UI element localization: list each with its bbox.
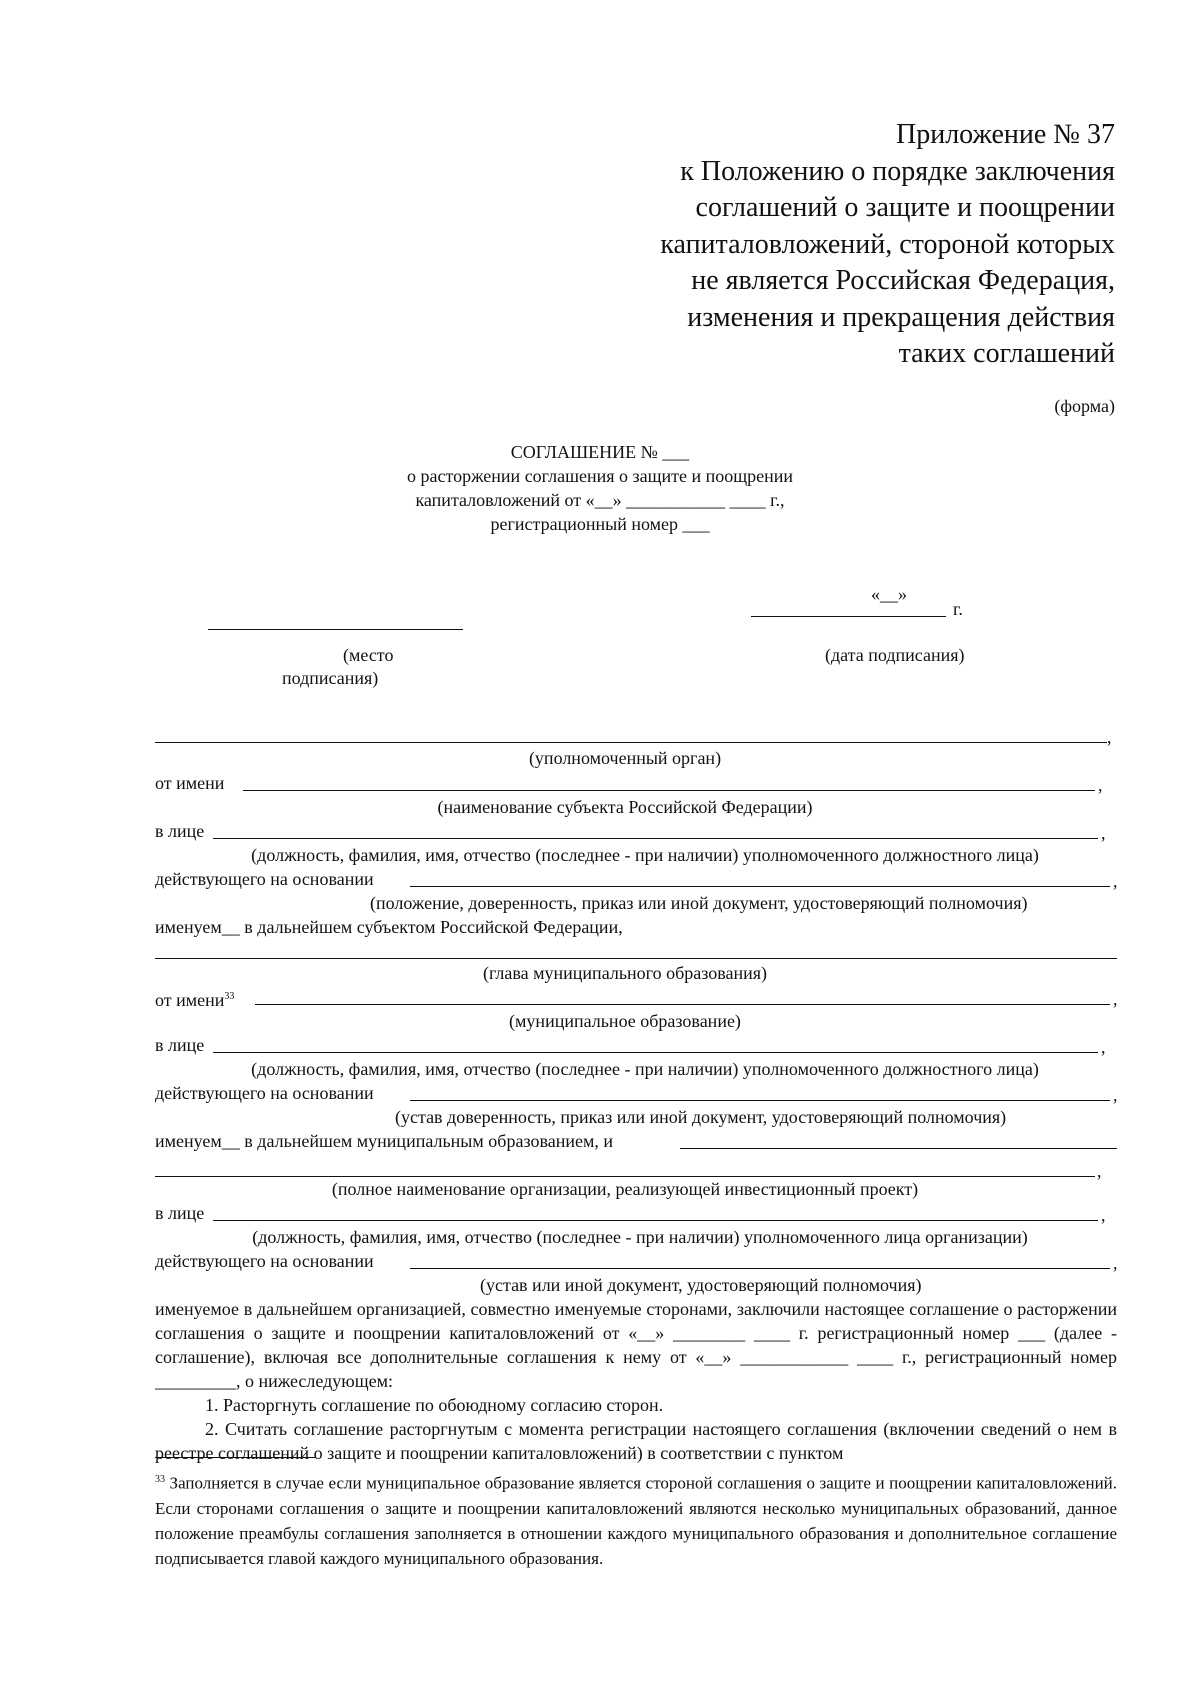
title-line: регистрационный номер ___ [490,514,710,534]
caption-person: (должность, фамилия, имя, отчество (последнее - при наличии) уполномоченного должностного лица) [251,845,1039,865]
subject-on-behalf-row: от имени , [155,773,1103,795]
person-label: в лице [155,1203,205,1223]
caption-basis: (положение, доверенность, приказ или иной документ, удостоверяющий полномочия) [370,893,1028,913]
caption-person: (должность, фамилия, имя, отчество (последнее - при наличии) уполномоченного лица организации) [252,1227,1028,1247]
basis-label: действующего на основании [155,1251,374,1271]
caption-authorized-body: (уполномоченный орган) [528,748,722,768]
basis-label: действующего на основании [155,869,374,889]
caption-organization-name: (полное наименование организации, реализующей инвестиционный проект) [331,1179,919,1199]
title-line: о расторжении соглашения о защите и поощрении [407,466,793,486]
caption-basis: (устав или иной документ, удостоверяющий полномочия) [480,1275,922,1295]
signing-date-year: г. [953,599,963,619]
organization-name-field[interactable] [680,1148,1117,1149]
date-caption: (дата подписания) [825,645,965,665]
organization-person-field[interactable] [213,1220,1098,1221]
annex-line: не является Российская Федерация, [691,265,1115,296]
person-label: в лице [155,821,205,841]
on-behalf-label: от имени [155,773,225,793]
subject-person-field[interactable] [213,838,1098,839]
municipal-name-field[interactable] [255,1004,1110,1005]
municipal-on-behalf-row: от имени$^{33}$ , [155,986,1117,1010]
organization-name-line[interactable] [155,1176,1095,1177]
caption-person: (должность, фамилия, имя, отчество (последнее - при наличии) уполномоченного должностного лица) [251,1059,1039,1079]
footnote-number: 33 [155,1474,165,1485]
annex-line: таких соглашений [898,338,1115,369]
annex-line: соглашений о защите и поощрении [695,192,1115,223]
person-label: в лице [155,1035,205,1055]
organization-basis-field[interactable] [410,1268,1110,1269]
body-item-2: 2. Считать соглашение расторгнутым с момента регистрации настоящего соглашения (включении сведений о нем в реестре соглашений о защите и поощрении капиталовложений) в соответствии с пунктом [155,1419,1117,1463]
annex-line: к Положению о порядке заключения [680,155,1115,187]
annex-header [495,117,1115,373]
caption-municipal-head: (глава муниципального образования) [482,963,768,983]
form-mark: (форма) [1054,396,1115,416]
body-intro: именуемое в дальнейшем организацией, совместно именуемые сторонами, заключили настоящее соглашение о расторжении соглашения о защите и поощрении капиталовложений от «__» ________ ____ г. регистрационный номер ___ (далее - соглашение), включая все дополнительные соглашения к нему от «__» ____________ ____ г., регистрационный номер _________, о нижеследующем: [155,1299,1117,1391]
agreement-body [155,1297,1117,1465]
subject-basis-row: действующего на основании , [155,869,1118,891]
place-caption: (место [343,645,394,665]
municipal-basis-row: действующего на основании , [155,1083,1118,1105]
footnote [155,1467,1117,1571]
footnote-text: Заполняется в случае если муниципальное образование является стороной соглашения о защите и поощрении капиталовложений. Если сторонами соглашения о защите и поощрении капиталовложений являются несколько муниципальных образований, данное положение преамбулы соглашения заполняется в отношении каждого муниципального образования и дополнительное соглашение подписывается главой каждого муниципального образования. [155,1473,1118,1568]
place-caption: подписания) [282,668,379,688]
subject-name-field[interactable] [243,790,1095,791]
municipal-person-field[interactable] [213,1052,1098,1053]
organization-person-row: в лице , [155,1203,1106,1225]
subject-basis-field[interactable] [410,886,1110,887]
signing-date-day: «__» [871,584,907,604]
annex-line: Приложение № 37 [896,119,1115,150]
signing-date-line[interactable] [751,616,946,617]
organization-basis-row: действующего на основании , [155,1251,1118,1273]
authorized-body-line[interactable] [155,742,1107,743]
agreement-title [300,440,900,536]
annex-line: капиталовложений, стороной которых [660,228,1115,260]
footnote-ref[interactable]: 33 [224,991,235,1002]
title-line: СОГЛАШЕНИЕ № ___ [510,442,690,462]
municipal-person-row: в лице , [155,1035,1106,1057]
municipal-named-text: именуем__ в дальнейшем муниципальным образованием, и [155,1131,613,1151]
subject-named-text: именуем__ в дальнейшем субъектом Российской Федерации, [155,917,623,937]
signing-place-line[interactable] [208,629,463,630]
municipal-basis-field[interactable] [410,1100,1110,1101]
title-line: капиталовложений от «__» ___________ ____ г., [415,490,785,510]
basis-label: действующего на основании [155,1083,374,1103]
footnote-separator [155,1457,315,1458]
body-item-1: 1. Расторгнуть соглашение по обоюдному согласию сторон. [205,1395,664,1415]
caption-municipal-name: (муниципальное образование) [509,1011,741,1031]
subject-person-row: в лице , [155,821,1106,843]
municipal-head-line[interactable] [155,958,1117,959]
document-page: Приложение № 37 к Положению о порядке заключения соглашений о защите и поощрении капиталовложений, стороной которых не является Российская Федерация, изменения и прекращения действия таких соглашений (форма) СОГЛАШЕНИЕ № ___ о расторжении соглашения о защите и поощрении капиталовложений от «__» ___________ ____ г., регистрационный номер ___ «__» г. (место подписания) (дата подписания) , (уполномоченный орган) от имени , (наименование субъекта Российской Федерации) в лице , (должность, фамилия, имя, отчество (последнее - при наличии) уполномоченного должностного лица) действующего на основании , (положение, доверенность, приказ или иной документ, удостоверяющий полномочия) именуем__ в дальнейшем субъектом Российской Федерации, (глава муниципального образования) от имени$^{33}$ , (муниципальное образование) в лице , (должность, фамилия, имя, отчество (последнее - при наличии) уполномоченного должностного лица) действующего на основании , (устав доверенность, приказ или иной документ, удостоверяющий полномочия) именуем__ в дальнейшем муниципальным образованием, и , (полное наименование организации, реализующей инвестиционный проект) в лице , (должность, фамилия, имя, отчество (последнее - при наличии) уполномоченного лица организации) действующего на основании , (устав или иной документ, удостоверяющий полномочия) именуемое в дальнейшем организацией, совместно именуемые сторонами, заключили настоящее соглашение о расторжении соглашения о защите и поощрении капиталовложений от «__» ________ ____ г. регистрационный номер ___ (далее - соглашение), включая все дополнительные соглашения к нему от «__» ____________ ____ г., регистрационный номер _________, о нижеследующем: 1. Расторгнуть соглашение по обоюдному согласию сторон. 2. Считать соглашение расторгнутым с момента регистрации настоящего соглашения (включении сведений о нем в реестре соглашений о защите и поощрении капиталовложений) в соответствии с пунктом $^{33}$ Заполняется в случае если муниципальное образование является стороной соглашения о защите и поощрении капиталовложений. Если сторонами соглашения о защите и поощрении капиталовложений являются несколько муниципальных образований, данное положение преамбулы соглашения заполняется в отношении каждого муниципального образования и дополнительное соглашение подписывается главой каждого муниципального образования. [0,0,1200,1697]
municipal-named-row [155,1130,1117,1154]
caption-basis: (устав доверенность, приказ или иной документ, удостоверяющий полномочия) [395,1107,1007,1127]
on-behalf-label: от имени$^{33}$ [155,990,235,1010]
annex-line: изменения и прекращения действия [687,301,1115,333]
caption-subject-name: (наименование субъекта Российской Федерации) [437,797,813,817]
